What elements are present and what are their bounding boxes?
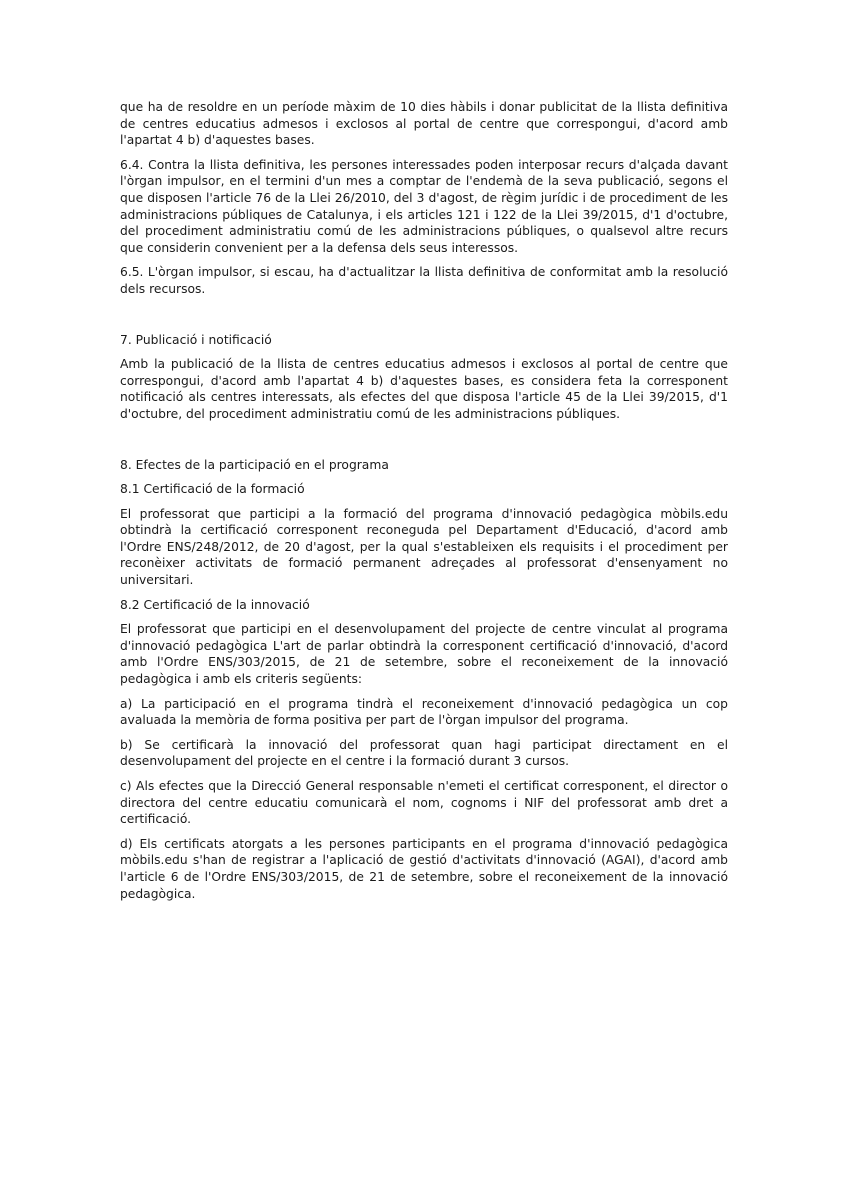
- list-item-b: b) Se certificarà la innovació del professorat quan hagi participat directament en el desenvolupament del projecte en el centre i la formació durant 3 cursos.: [120, 737, 728, 769]
- subsection-heading-8-1: 8.1 Certificació de la formació: [120, 482, 305, 497]
- document-page: [120, 99, 728, 902]
- list-item-c: c) Als efectes que la Direcció General responsable n'emeti el certificat corresponent, el director o directora del centre educatiu comunicarà el nom, cognoms i NIF del professorat amb dret a certificació.: [120, 779, 728, 827]
- list-item-d: d) Els certificats atorgats a les persones participants en el programa d'innovació pedagògica mòbils.edu s'han de registrar a l'aplicació de gestió d'activitats d'innovació (AGAI), d'acord amb l'article 6 de l'Ordre ENS/303/2015, de 21 de setembre, sobre el reconeixement de la innovació pedagògica.: [120, 836, 728, 901]
- paragraph-6-5: 6.5. L'òrgan impulsor, si escau, ha d'actualitzar la llista definitiva de conformitat amb la resolució dels recursos.: [120, 265, 728, 296]
- paragraph-7: Amb la publicació de la llista de centres educatius admesos i exclosos al portal de centre que correspongui, d'acord amb l'apartat 4 b) d'aquestes bases, es considera feta la corresponent notificació als centres interessats, als efectes del que disposa l'article 45 de la Llei 39/2015, d'1 d'octubre, del procediment administratiu comú de les administracions públiques.: [120, 357, 728, 421]
- paragraph-8-2: El professorat que participi en el desenvolupament del projecte de centre vinculat al programa d'innovació pedagògica L'art de parlar obtindrà la corresponent certificació d'innovació, d'acord amb l'Ordre ENS/303/2015, de 21 de setembre, sobre el reconeixement de la innovació pedagògica i amb els criteris següents:: [120, 622, 728, 687]
- subsection-heading-8-2: 8.2 Certificació de la innovació: [120, 597, 310, 612]
- paragraph-8-1: El professorat que participi a la formació del programa d'innovació pedagògica mòbils.edu obtindrà la certificació corresponent reconeguda pel Departament d'Educació, d'acord amb l'Ordre ENS/248/2012, de 20 d'agost, per la qual s'estableixen els requisits i el procediment per reconèixer activitats de formació permanent adreçades al professorat d'ensenyament no universitari.: [120, 506, 728, 588]
- list-item-a: a) La participació en el programa tindrà el reconeixement d'innovació pedagògica un cop avaluada la memòria de forma positiva per part de l'òrgan impulsor del programa.: [120, 696, 728, 728]
- section-heading-7: 7. Publicació i notificació: [120, 332, 272, 347]
- paragraph-continuation: que ha de resoldre en un període màxim de 10 dies hàbils i donar publicitat de la llista definitiva de centres educatius admesos i exclosos al portal de centre que correspongui, d'acord amb l'apartat 4 b) d'aquestes bases.: [120, 100, 728, 148]
- paragraph-6-4: 6.4. Contra la llista definitiva, les persones interessades poden interposar recurs d'alçada davant l'òrgan impulsor, en el termini d'un mes a comptar de l'endemà de la seva publicació, segons el que disposen l'article 76 de la Llei 26/2010, del 3 d'agost, de règim jurídic i de procediment de les administracions públiques de Catalunya, i els articles 121 i 122 de la Llei 39/2015, d'1 d'octubre, del procediment administratiu comú de les administracions públiques, o qualsevol altre recurs que considerin convenient per a la defensa dels seus interessos.: [120, 157, 728, 255]
- section-heading-8: 8. Efectes de la participació en el programa: [120, 457, 389, 472]
